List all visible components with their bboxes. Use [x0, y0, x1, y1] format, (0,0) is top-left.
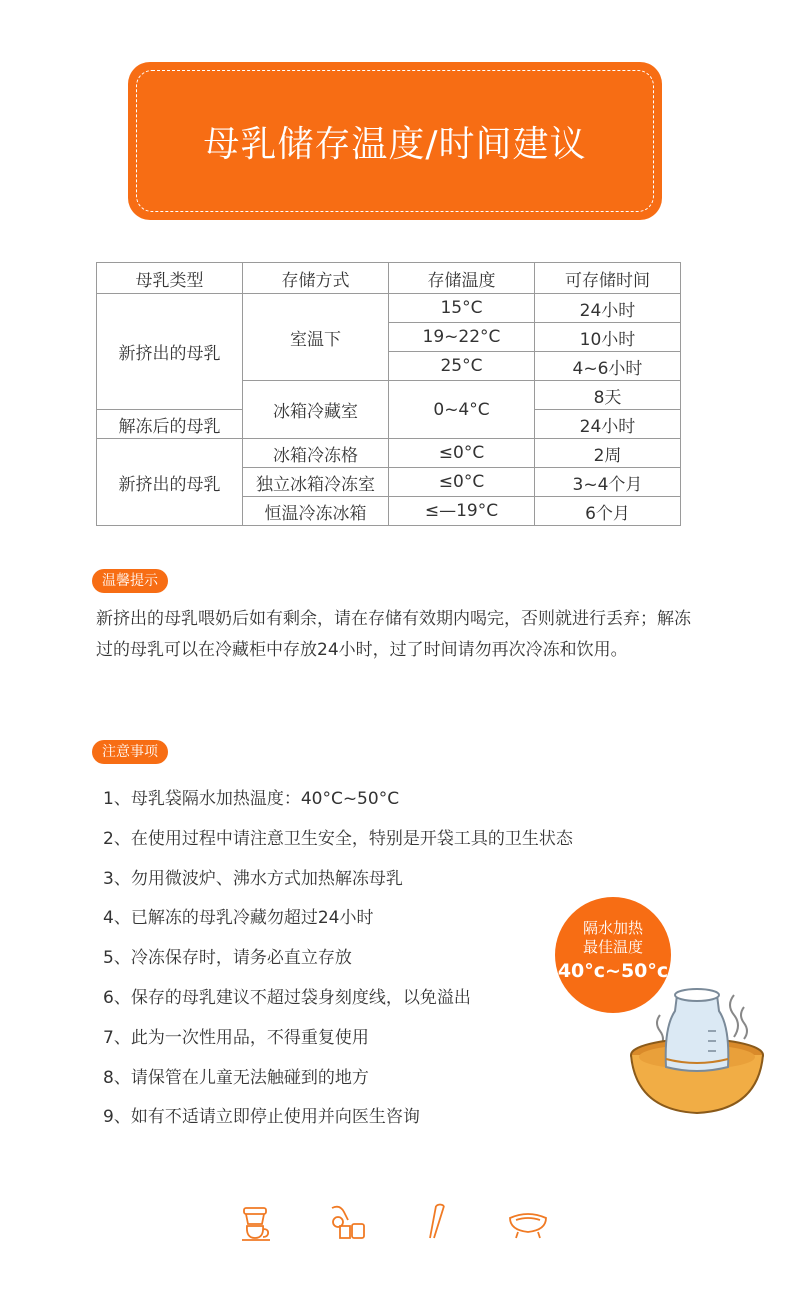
coffee-maker-icon	[236, 1200, 280, 1244]
bubble-line-2: 最佳温度	[582, 938, 643, 956]
table-cell-time: 6个月	[535, 497, 681, 526]
bubble-temperature: 40°c~50°c	[557, 960, 669, 982]
list-item: 4、已解冻的母乳冷藏勿超过24小时	[103, 908, 374, 929]
table-row	[97, 294, 681, 323]
table-cell-type: 新挤出的母乳	[97, 294, 243, 410]
table-cell-temp: 19~22°C	[389, 323, 535, 352]
table-header-cell: 存储温度	[389, 263, 535, 294]
tips-text: 新挤出的母乳喂奶后如有剩余，请在存储有效期内喝完，否则就进行丢弃；解冻过的母乳可以在冷藏柜中存放24小时，过了时间请勿再次冷冻和饮用。	[96, 609, 691, 660]
table-header-row	[97, 263, 681, 294]
table-cell-time: 10小时	[535, 323, 681, 352]
table-cell-temp: ≤0°C	[389, 439, 535, 468]
table-cell-time: 8天	[535, 381, 681, 410]
table-cell-time: 4~6小时	[535, 352, 681, 381]
table-cell-type: 新挤出的母乳	[97, 439, 243, 526]
page-title: 母乳储存温度/时间建议	[203, 123, 587, 165]
storage-table	[96, 262, 681, 526]
notes-label-badge: 注意事项	[92, 740, 168, 764]
table-cell-time: 2周	[535, 439, 681, 468]
table-cell-temp: 25°C	[389, 352, 535, 381]
table-cell-time: 24小时	[535, 410, 681, 439]
table-cell-method: 恒温冷冻冰箱	[243, 497, 389, 526]
table-cell-temp: 15°C	[389, 294, 535, 323]
table-cell-method: 冰箱冷藏室	[243, 381, 389, 439]
list-item: 5、冷冻保存时，请务必直立存放	[103, 948, 352, 969]
table-cell-method: 独立冰箱冷冻室	[243, 468, 389, 497]
temperature-bubble	[555, 897, 671, 1013]
table-header-cell: 存储方式	[243, 263, 389, 294]
table-cell-temp: ≤—19°C	[389, 497, 535, 526]
bottom-icon-row	[0, 1200, 790, 1250]
breast-pump-icon	[326, 1200, 370, 1244]
table-cell-temp: ≤0°C	[389, 468, 535, 497]
table-cell-temp: 0~4°C	[389, 381, 535, 439]
list-item: 9、如有不适请立即停止使用并向医生咨询	[103, 1107, 420, 1128]
title-banner-frame	[136, 70, 654, 212]
table-cell-method: 室温下	[243, 294, 389, 381]
table-cell-type: 解冻后的母乳	[97, 410, 243, 439]
baby-bath-icon	[506, 1200, 550, 1244]
list-item: 2、在使用过程中请注意卫生安全，特别是开袋工具的卫生状态	[103, 828, 573, 849]
list-item: 1、母乳袋隔水加热温度：40°C~50°C	[103, 789, 400, 809]
table-cell-time: 24小时	[535, 294, 681, 323]
table-cell-time: 3~4个月	[535, 468, 681, 497]
list-item: 3、勿用微波炉、沸水方式加热解冻母乳	[103, 868, 403, 889]
notes-list	[103, 784, 573, 1142]
tongs-icon	[418, 1200, 462, 1244]
list-item: 8、请保管在儿童无法触碰到的地方	[103, 1067, 369, 1088]
table-header-cell: 母乳类型	[97, 263, 243, 294]
tips-label-badge: 温馨提示	[92, 569, 168, 593]
table-cell-method: 冰箱冷冻格	[243, 439, 389, 468]
list-item: 6、保存的母乳建议不超过袋身刻度线，以免溢出	[103, 987, 471, 1008]
bubble-line-1: 隔水加热	[582, 919, 643, 937]
table-header-cell: 可存储时间	[535, 263, 681, 294]
list-item: 7、此为一次性用品，不得重复使用	[103, 1027, 369, 1048]
table-row	[97, 439, 681, 468]
title-banner	[128, 62, 662, 220]
